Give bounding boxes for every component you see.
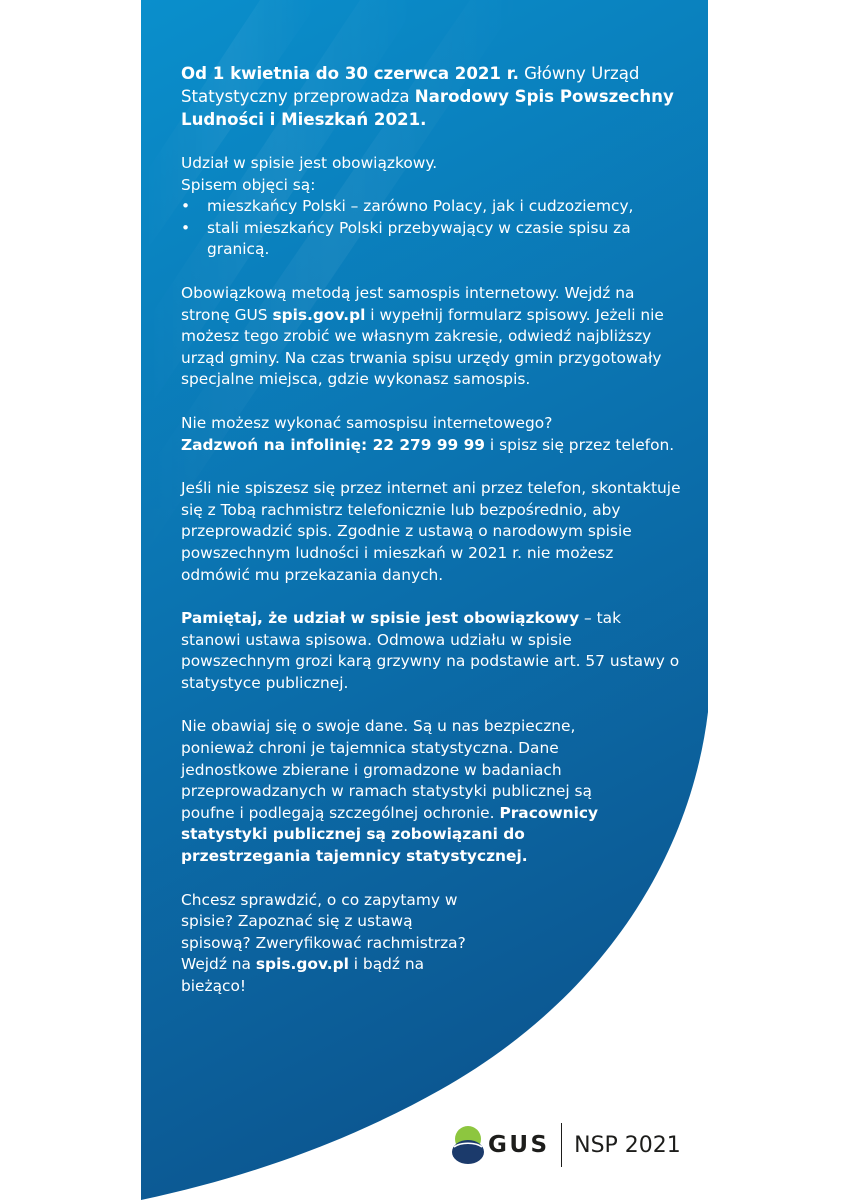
remember-bold: Pamiętaj, że udział w spisie jest obowiązkowy: [181, 609, 580, 628]
enumerator-paragraph: Jeśli nie spiszesz się przez internet ani przez telefon, skontaktuje się z Tobą rachmistrz telefonicznie lub bezpośrednio, aby przeprowadzić spis. Zgodnie z ustawą o narodowym spisie powszechnym ludności i mieszkań w 2021 r. nie możesz odmówić mu przekazania danych.: [181, 479, 681, 584]
hotline-number[interactable]: Zadzwoń na infolinię: 22 279 99 99: [181, 435, 486, 454]
privacy-text: Nie obawiaj się o swoje dane. Są u nas bezpieczne, ponieważ chroni je tajemnica statystyczna. Dane jednostkowe zbierane i gromadzone w badaniach przeprowadzanych w ramach statystyki publicznej są poufne i podlegają szczególnej ochronie.: [181, 717, 592, 822]
website-link[interactable]: spis.gov.pl: [272, 305, 366, 324]
phone-text: i spisz się przez telefon.: [485, 435, 675, 454]
privacy-bold: Pracownicy statystyki publicznej są zobowiązani do przestrzegania tajemnicy statystycznej.: [181, 803, 598, 866]
logo-divider: [561, 1123, 563, 1167]
logo-campaign-name: NSP 2021: [574, 1132, 681, 1158]
intro-text: Główny Urząd Statystyczny przeprowadza: [181, 64, 640, 106]
privacy-paragraph: [181, 716, 681, 867]
remember-text: – tak stanowi ustawa spisowa. Odmowa udziału w spisie powszechnym grozi karą grzywny na podstawie art. 57 ustawy o statystyce publicznej.: [181, 609, 680, 692]
obligation-line: Udział w spisie jest obowiązkowy.: [181, 154, 438, 172]
method-text-2: i wypełnij formularz spisowy. Jeżeli nie możesz tego zrobić we własnym zakresie, odwiedź najbliższy urząd gminy. Na czas trwania spisu urzędy gmin przygotowały specjalne miejsca, gdzie wykonasz samospis.: [181, 305, 664, 389]
method-text: Obowiązkową metodą jest samospis internetowy. Wejdź na stronę GUS: [181, 283, 635, 324]
website-link[interactable]: spis.gov.pl: [255, 955, 349, 974]
phone-question: Nie możesz wykonać samospisu internetowego?: [181, 413, 553, 432]
census-name: Narodowy Spis Powszechny Ludności i Mieszkań 2021.: [181, 87, 674, 129]
check-text-2: i bądź na bieżąco!: [181, 955, 425, 995]
census-dates: Od 1 kwietnia do 30 czerwca 2021 r.: [181, 64, 519, 83]
scope-list-item: • mieszkańcy Polski – zarówno Polacy, jak i cudzoziemcy,: [181, 196, 681, 218]
check-paragraph: [181, 890, 481, 998]
intro-paragraph: [181, 62, 681, 131]
logo-org-name: GUS: [488, 1132, 550, 1158]
leaflet-text: [181, 62, 681, 1020]
gus-logo-icon: [451, 1125, 485, 1165]
obligation-section: [181, 153, 681, 261]
check-text: Chcesz sprawdzić, o co zapytamy w spisie? Zapoznać się z ustawą spisową? Zweryfikować rachmistrza? Wejdź na: [181, 890, 466, 974]
gus-nsp-logo: [451, 1123, 681, 1167]
scope-list-item: • stali mieszkańcy Polski przebywający w czasie spisu za granicą.: [181, 218, 681, 261]
method-paragraph: [181, 283, 681, 391]
scope-line: Spisem objęci są:: [181, 175, 316, 194]
remember-paragraph: [181, 608, 681, 694]
phone-paragraph: [181, 413, 681, 456]
scope-list: [181, 196, 681, 261]
